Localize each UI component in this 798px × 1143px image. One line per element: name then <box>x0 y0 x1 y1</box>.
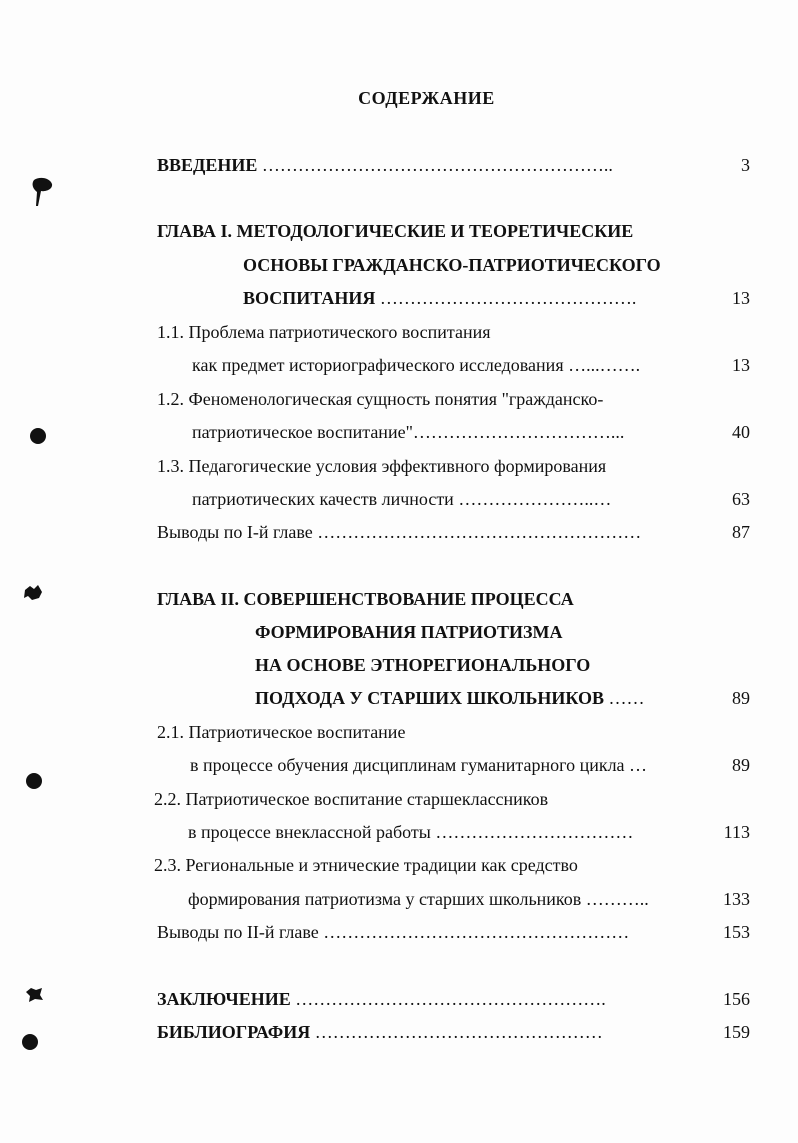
chapter2-title-line3: НА ОСНОВЕ ЭТНОРЕГИОНАЛЬНОГО <box>255 655 591 675</box>
chapter2-title-line4-label: ПОДХОДА У СТАРШИХ ШКОЛЬНИКОВ <box>255 688 605 708</box>
section-2-1-line2: в процессе обучения дисциплинам гуманитарного цикла … <box>190 755 648 775</box>
section-1-1-page: 13 <box>732 355 750 375</box>
section-2-3-page: 133 <box>723 889 750 909</box>
section-1-3-line1: 1.3. Педагогические условия эффективного формирования <box>157 456 607 476</box>
page-title: СОДЕРЖАНИЕ <box>358 88 495 108</box>
ink-blot <box>24 986 44 1008</box>
chapter2-conclusion: Выводы по II-й главе …………………………………………… <box>157 922 630 942</box>
ink-blot <box>22 584 44 608</box>
section-1-3-page: 63 <box>732 489 750 509</box>
chapter2-page: 89 <box>732 688 750 708</box>
toc-intro-label: ВВЕДЕНИЕ <box>157 155 258 175</box>
section-2-2-line1: 2.2. Патриотическое воспитание старшеклассников <box>154 789 549 809</box>
section-2-1-page: 89 <box>732 755 750 775</box>
toc-intro-dots: ………………………………………………….. <box>257 155 613 175</box>
chapter2-conclusion-page: 153 <box>723 922 750 942</box>
ink-blot <box>30 176 54 214</box>
chapter1-title-line3 <box>243 287 636 309</box>
chapter1-page: 13 <box>732 288 750 308</box>
toc-conclusion-label: ЗАКЛЮЧЕНИЕ <box>157 989 291 1009</box>
toc-entry-bibliography <box>157 1021 603 1043</box>
toc-conclusion-dots: ……………………………………………. <box>290 989 606 1009</box>
section-1-1-line1: 1.1. Проблема патриотического воспитания <box>157 322 491 342</box>
section-1-2-line1: 1.2. Феноменологическая сущность понятия "гражданско- <box>157 389 604 409</box>
toc-entry-intro <box>157 154 613 176</box>
punch-hole <box>22 1034 38 1050</box>
section-1-3-line2: патриотических качеств личности …………………..… <box>192 489 612 509</box>
toc-intro-page: 3 <box>741 155 750 175</box>
toc-bibliography-label: БИБЛИОГРАФИЯ <box>157 1022 311 1042</box>
ink-blot-shape <box>22 584 44 604</box>
chapter2-title-line2: ФОРМИРОВАНИЯ ПАТРИОТИЗМА <box>255 622 563 642</box>
chapter1-title-line3-dots: ……………………………………. <box>375 288 637 308</box>
toc-bibliography-page: 159 <box>723 1022 750 1042</box>
ink-blot-shape <box>24 986 44 1004</box>
chapter1-title-line3-label: ВОСПИТАНИЯ <box>243 288 376 308</box>
toc-bibliography-dots: ………………………………………… <box>310 1022 603 1042</box>
section-2-2-page: 113 <box>723 822 750 842</box>
section-2-2-line2: в процессе внеклассной работы …………………………… <box>188 822 634 842</box>
punch-hole <box>26 773 42 789</box>
section-2-3-line1: 2.3. Региональные и этнические традиции как средство <box>154 855 578 875</box>
chapter2-title-line4-dots: …… <box>604 688 645 708</box>
chapter2-title-line4 <box>255 687 645 709</box>
section-1-2-line2: патриотическое воспитание"……………………………... <box>192 422 625 442</box>
chapter1-conclusion-page: 87 <box>732 522 750 542</box>
chapter2-title-line1: ГЛАВА II. СОВЕРШЕНСТВОВАНИЕ ПРОЦЕССА <box>157 589 574 609</box>
section-1-1-line2: как предмет историографического исследования …...……. <box>192 355 641 375</box>
toc-conclusion-page: 156 <box>723 989 750 1009</box>
section-2-1-line1: 2.1. Патриотическое воспитание <box>157 722 406 742</box>
section-2-3-line2: формирования патриотизма у старших школьников ……….. <box>188 889 649 909</box>
ink-blot-shape <box>30 176 54 210</box>
section-1-2-page: 40 <box>732 422 750 442</box>
chapter1-conclusion: Выводы по I-й главе ……………………………………………… <box>157 522 642 542</box>
punch-hole <box>30 428 46 444</box>
chapter1-title-line2: ОСНОВЫ ГРАЖДАНСКО-ПАТРИОТИЧЕСКОГО <box>243 255 661 275</box>
chapter1-title-line1: ГЛАВА I. МЕТОДОЛОГИЧЕСКИЕ И ТЕОРЕТИЧЕСКИЕ <box>157 221 634 241</box>
toc-entry-conclusion <box>157 988 606 1010</box>
